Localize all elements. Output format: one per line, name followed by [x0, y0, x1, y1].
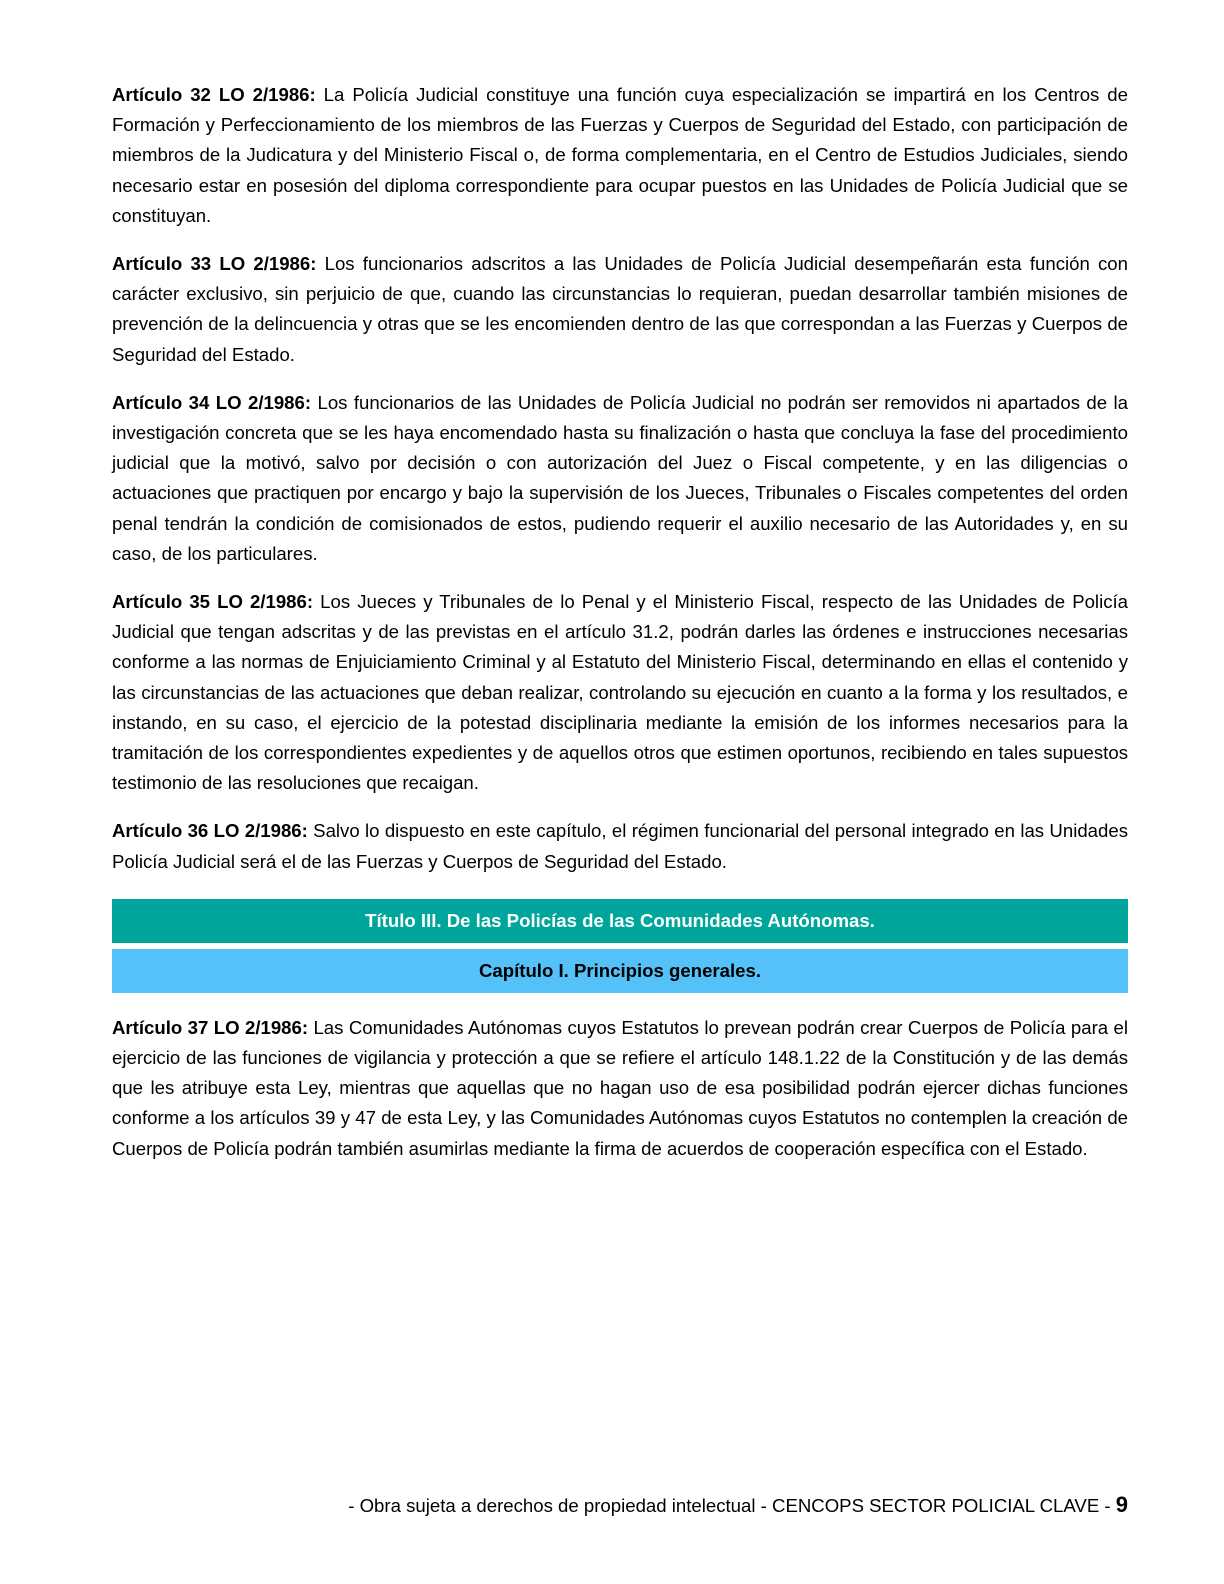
article-35	[112, 587, 1128, 798]
page-footer	[348, 1490, 1128, 1521]
title-heading: Título III. De las Policías de las Comunidades Autónomas.	[365, 909, 875, 931]
article-ref: Artículo 34 LO 2/1986:	[112, 391, 312, 413]
chapter-heading: Capítulo I. Principios generales.	[478, 959, 762, 981]
footer-text: - Obra sujeta a derechos de propiedad intelectual - CENCOPS SECTOR POLICIAL CLAVE -	[348, 1495, 1111, 1516]
page-number: 9	[1115, 1492, 1128, 1517]
article-ref: Artículo 37 LO 2/1986:	[112, 1016, 309, 1038]
article-ref: Artículo 32 LO 2/1986:	[112, 84, 316, 105]
article-text: Salvo lo dispuesto en este capítulo, el régimen funcionarial del personal integrado en las Unidades Policía Judicial será el de las Fuerzas y Cuerpos de Seguridad del Estado.	[112, 820, 1128, 872]
article-32	[112, 80, 1128, 231]
article-text: Los funcionarios de las Unidades de Policía Judicial no podrán ser removidos ni apartados de la investigación concreta que se les haya encomendado hasta su finalización o hasta que concluya la fase del procedimiento judicial que la motivó, salvo por decisión o con autorización del Juez o Fiscal competente, y en las diligencias o actuaciones que practiquen por encargo y bajo la supervisión de los Jueces, Tribunales o Fiscales competentes del orden penal tendrán la condición de comisionados de estos, pudiendo requerir el auxilio necesario de las Autoridades y, en su caso, de los particulares.	[112, 391, 1128, 564]
article-text: La Policía Judicial constituye una función cuya especialización se impartirá en los Centros de Formación y Perfeccionamiento de los miembros de las Fuerzas y Cuerpos de Seguridad del Estado, con participación de miembros de la Judicatura y del Ministerio Fiscal o, de forma complementaria, en el Centro de Estudios Judiciales, siendo necesario estar en posesión del diploma correspondiente para ocupar puestos en las Unidades de Policía Judicial que se constituyan.	[112, 84, 1128, 226]
article-36	[112, 816, 1128, 876]
article-ref: Artículo 35 LO 2/1986:	[112, 591, 314, 613]
article-text: Los Jueces y Tribunales de lo Penal y el Ministerio Fiscal, respecto de las Unidades de Policía Judicial que tengan adscritas y de las previstas en el artículo 31.2, podrán darles las órdenes e instrucciones necesarias conforme a las normas de Enjuiciamiento Criminal y al Estatuto del Ministerio Fiscal, determinando en ellas el contenido y las circunstancias de las actuaciones que deban realizar, controlando su ejecución en cuanto a la forma y los resultados, e instando, en su caso, el ejercicio de la potestad disciplinaria mediante la emisión de los informes necesarios para la tramitación de los correspondientes expedientes y de aquellos otros que estimen oportunos, recibiendo en tales supuestos testimonio de las resoluciones que recaigan.	[112, 591, 1128, 794]
article-37	[112, 1013, 1128, 1164]
article-34	[112, 388, 1128, 569]
article-33	[112, 249, 1128, 370]
article-text: Los funcionarios adscritos a las Unidades de Policía Judicial desempeñarán esta función con carácter exclusivo, sin perjuicio de que, cuando las circunstancias lo requieran, puedan desarrollar también misiones de prevención de la delincuencia y otras que se les encomienden dentro de las que correspondan a las Fuerzas y Cuerpos de Seguridad del Estado.	[112, 253, 1128, 365]
document-body	[112, 80, 1128, 1182]
article-text: Las Comunidades Autónomas cuyos Estatutos lo prevean podrán crear Cuerpos de Policía para el ejercicio de las funciones de vigilancia y protección a que se refiere el artículo 148.1.22 de la Constitución y de las demás que les atribuye esta Ley, mientras que aquellas que no hagan uso de esa posibilidad podrán ejercer dichas funciones conforme a los artículos 39 y 47 de esta Ley, y las Comunidades Autónomas cuyos Estatutos no contemplen la creación de Cuerpos de Policía podrán también asumirlas mediante la firma de acuerdos de cooperación específica con el Estado.	[112, 1016, 1129, 1159]
article-ref: Artículo 33 LO 2/1986:	[112, 253, 317, 275]
chapter-heading-band	[112, 949, 1128, 993]
article-ref: Artículo 36 LO 2/1986:	[112, 820, 308, 842]
title-heading-band	[112, 899, 1128, 943]
